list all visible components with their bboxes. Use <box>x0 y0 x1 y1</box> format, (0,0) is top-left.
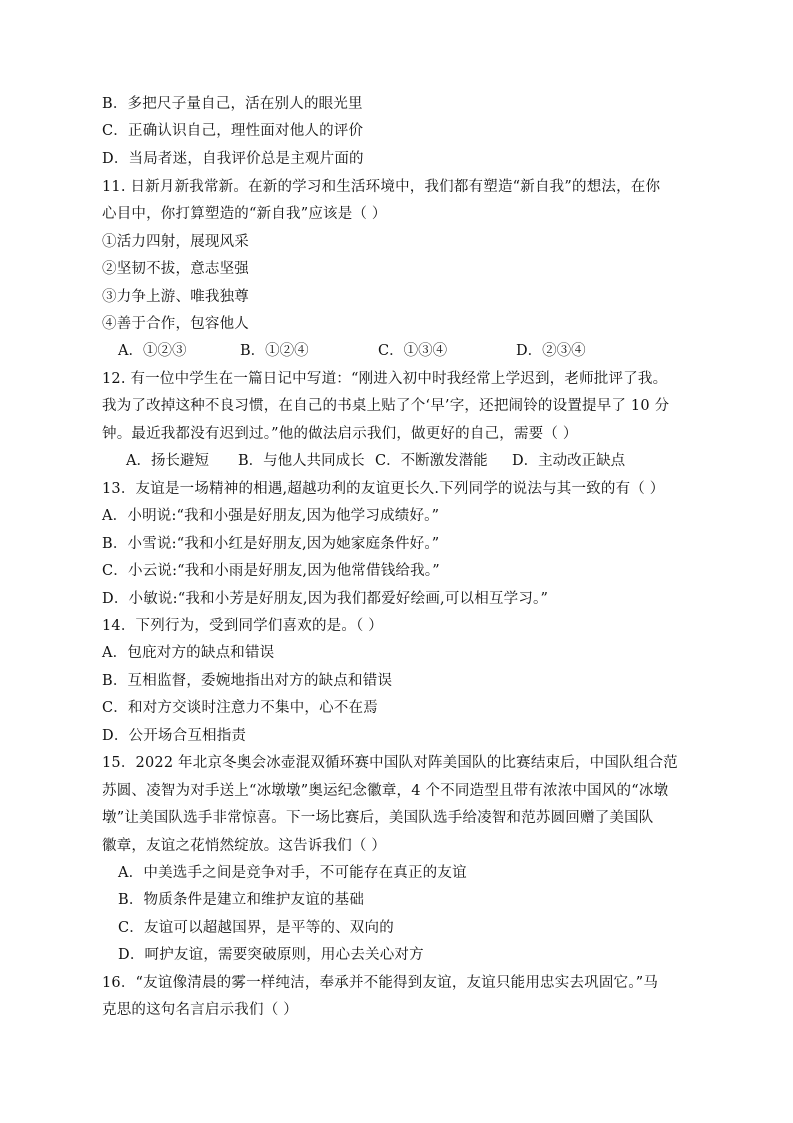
q11-stem-line1: 11. 日新月新我常新。在新的学习和生活环境中，我们都有塑造“新自我”的想法，在你 <box>102 179 661 195</box>
q15-stem-line4: 徽章，友谊之花悄然绽放。这告诉我们（ ） <box>102 838 387 854</box>
q12-option-a: A．扬长避短 <box>126 453 209 469</box>
q11-option-d: D．②③④ <box>516 343 586 359</box>
q13-option-c: C．小云说:“我和小雨是好朋友,因为他常借钱给我。” <box>102 563 440 579</box>
q11-item-3: ③力争上游、唯我独尊 <box>102 289 249 305</box>
q16-stem-line1: 16．“友谊像清晨的雾一样纯洁，奉承并不能得到友谊，友谊只能用忠实去巩固它。”马 <box>102 975 659 991</box>
q15-stem-line2: 苏圆、凌智为对手送上“冰墩墩”奥运纪念徽章，4 个不同造型且带有浓浓中国风的“冰墩 <box>102 783 669 799</box>
q14-option-d: D．公开场合互相指责 <box>102 728 247 744</box>
q15-option-a: A．中美选手之间是竞争对手，不可能存在真正的友谊 <box>118 865 467 881</box>
q11-option-b: B．①②④ <box>240 343 309 359</box>
q12-option-d: D．主动改正缺点 <box>512 453 626 469</box>
q14-stem: 14．下列行为，受到同学们喜欢的是。（ ） <box>102 618 384 634</box>
q15-option-c: C．友谊可以超越国界，是平等的、双向的 <box>118 920 394 936</box>
q11-item-2: ②坚韧不拔，意志坚强 <box>102 261 249 277</box>
q12-stem-line2: 我为了改掉这种不良习惯，在自己的书桌上贴了个‘早’字，还把闹铃的设置提早了 10 分 <box>102 398 670 414</box>
q12-stem-line1: 12. 有一位中学生在一篇日记中写道：“刚进入初中时我经常上学迟到，老师批评了我。 <box>102 371 668 387</box>
q11-item-1: ①活力四射，展现风采 <box>102 234 249 250</box>
q11-option-c: C．①③④ <box>378 343 448 359</box>
q14-option-a: A．包庇对方的缺点和错误 <box>102 645 275 661</box>
q13-stem: 13．友谊是一场精神的相遇,超越功利的友谊更长久.下列同学的说法与其一致的有（ ） <box>102 481 665 497</box>
q10-option-b: B．多把尺子量自己，活在别人的眼光里 <box>102 96 363 112</box>
q13-option-b: B．小雪说:“我和小红是好朋友,因为她家庭条件好。” <box>102 536 440 552</box>
q12-stem-line3: 钟。最近我都没有迟到过。”他的做法启示我们，做更好的自己，需要（ ） <box>102 426 578 442</box>
q13-option-d: D．小敏说:“我和小芳是好朋友,因为我们都爱好绘画,可以相互学习。” <box>102 591 549 607</box>
q12-option-c: C．不断激发潜能 <box>375 453 488 469</box>
q15-option-d: D．呵护友谊，需要突破原则，用心去关心对方 <box>118 947 424 963</box>
q10-option-d: D．当局者迷，自我评价总是主观片面的 <box>102 151 364 167</box>
q11-item-4: ④善于合作，包容他人 <box>102 316 249 332</box>
q14-option-c: C．和对方交谈时注意力不集中，心不在焉 <box>102 700 378 716</box>
q11-stem-line2: 心目中，你打算塑造的“新自我”应该是（ ） <box>102 206 387 222</box>
q11-option-a: A．①②③ <box>118 343 187 359</box>
q15-stem-line1: 15．2022 年北京冬奥会冰壶混双循环赛中国队对阵美国队的比赛结束后，中国队组合范 <box>102 755 678 771</box>
q10-option-c: C．正确认识自己，理性面对他人的评价 <box>102 123 364 139</box>
q15-stem-line3: 墩”让美国队选手非常惊喜。下一场比赛后，美国队选手给凌智和范苏圆回赠了美国队 <box>102 810 654 826</box>
q12-option-b: B．与他人共同成长 <box>238 453 365 469</box>
q16-stem-line2: 克思的这句名言启示我们（ ） <box>102 1002 298 1018</box>
q13-option-a: A．小明说:“我和小强是好朋友,因为他学习成绩好。” <box>102 508 440 524</box>
q15-option-b: B．物质条件是建立和维护友谊的基础 <box>118 892 365 908</box>
q14-option-b: B．互相监督，委婉地指出对方的缺点和错误 <box>102 673 393 689</box>
